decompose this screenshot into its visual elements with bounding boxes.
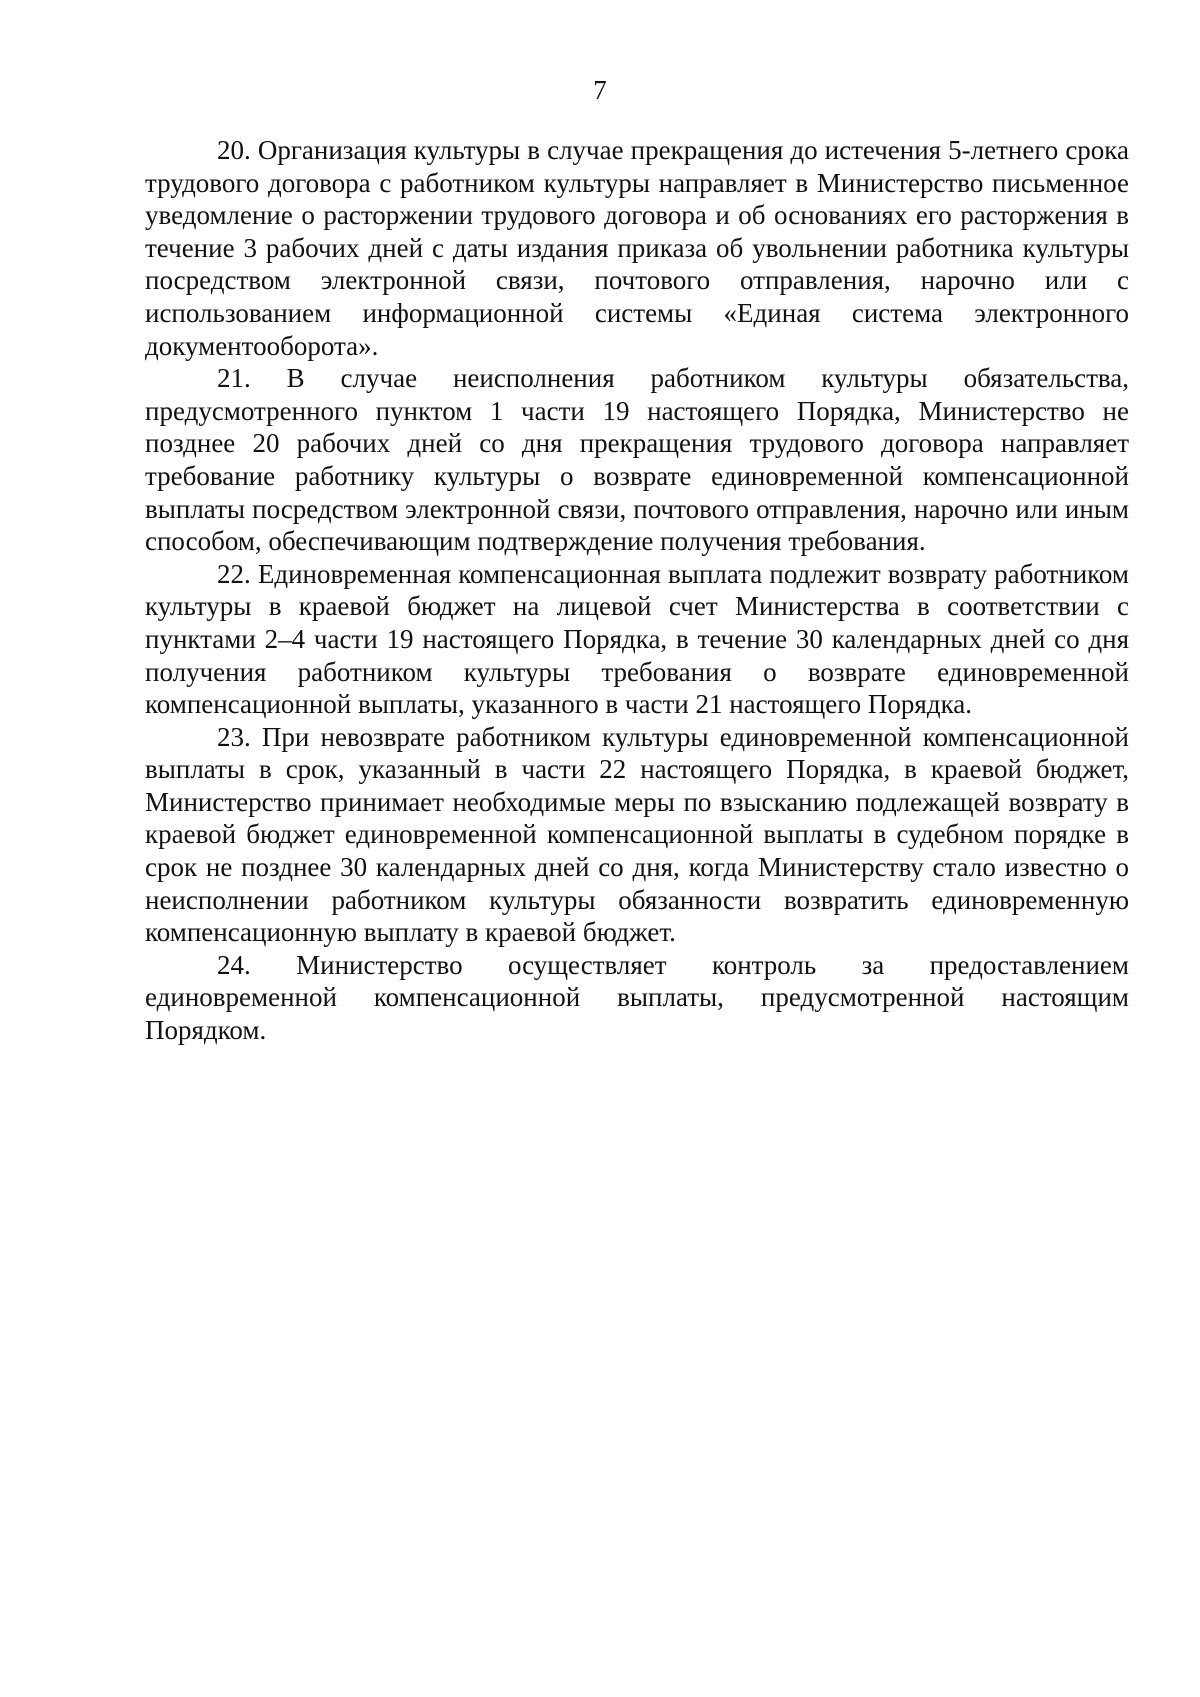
- page-number: 7: [593, 75, 607, 105]
- paragraph-20: 20. Организация культуры в случае прекращения до истечения 5-летнего срока трудового договора с работником культуры направляет в Министерство письменное уведомление о расторжении трудового договора и об основаниях его расторжения в течение 3 рабочих дней с даты издания приказа об увольнении работника культуры посредством электронной связи, почтового отправления, нарочно или с использованием информационной системы «Единая система электронного документооборота».: [145, 135, 1129, 361]
- paragraph-24: 24. Министерство осуществляет контроль за предоставлением единовременной компенсационной выплаты, предусмотренной настоящим Порядком.: [145, 949, 1129, 1046]
- paragraph-21: 21. В случае неисполнения работником культуры обязательства, предусмотренного пунктом 1 части 19 настоящего Порядка, Министерство не позднее 20 рабочих дней со дня прекращения трудового договора направляет требование работнику культуры о возврате единовременной компенсационной выплаты посредством электронной связи, почтового отправления, нарочно или иным способом, обеспечивающим подтверждение получения требования.: [145, 363, 1129, 557]
- paragraph-22: 22. Единовременная компенсационная выплата подлежит возврату работником культуры в краевой бюджет на лицевой счет Министерства в соответствии с пунктами 2–4 части 19 настоящего Порядка, в течение 30 календарных дней со дня получения работником культуры требования о возврате единовременной компенсационной выплаты, указанного в части 21 настоящего Порядка.: [145, 558, 1129, 720]
- paragraph-23: 23. При невозврате работником культуры единовременной компенсационной выплаты в срок, указанный в части 22 настоящего Порядка, в краевой бюджет, Министерство принимает необходимые меры по взысканию подлежащей возврату в краевой бюджет единовременной компенсационной выплаты в судебном порядке в срок не позднее 30 календарных дней со дня, когда Министерству стало известно о неисполнении работником культуры обязанности возвратить единовременную компенсационную выплату в краевой бюджет.: [145, 721, 1129, 948]
- document-body: [145, 134, 1129, 1047]
